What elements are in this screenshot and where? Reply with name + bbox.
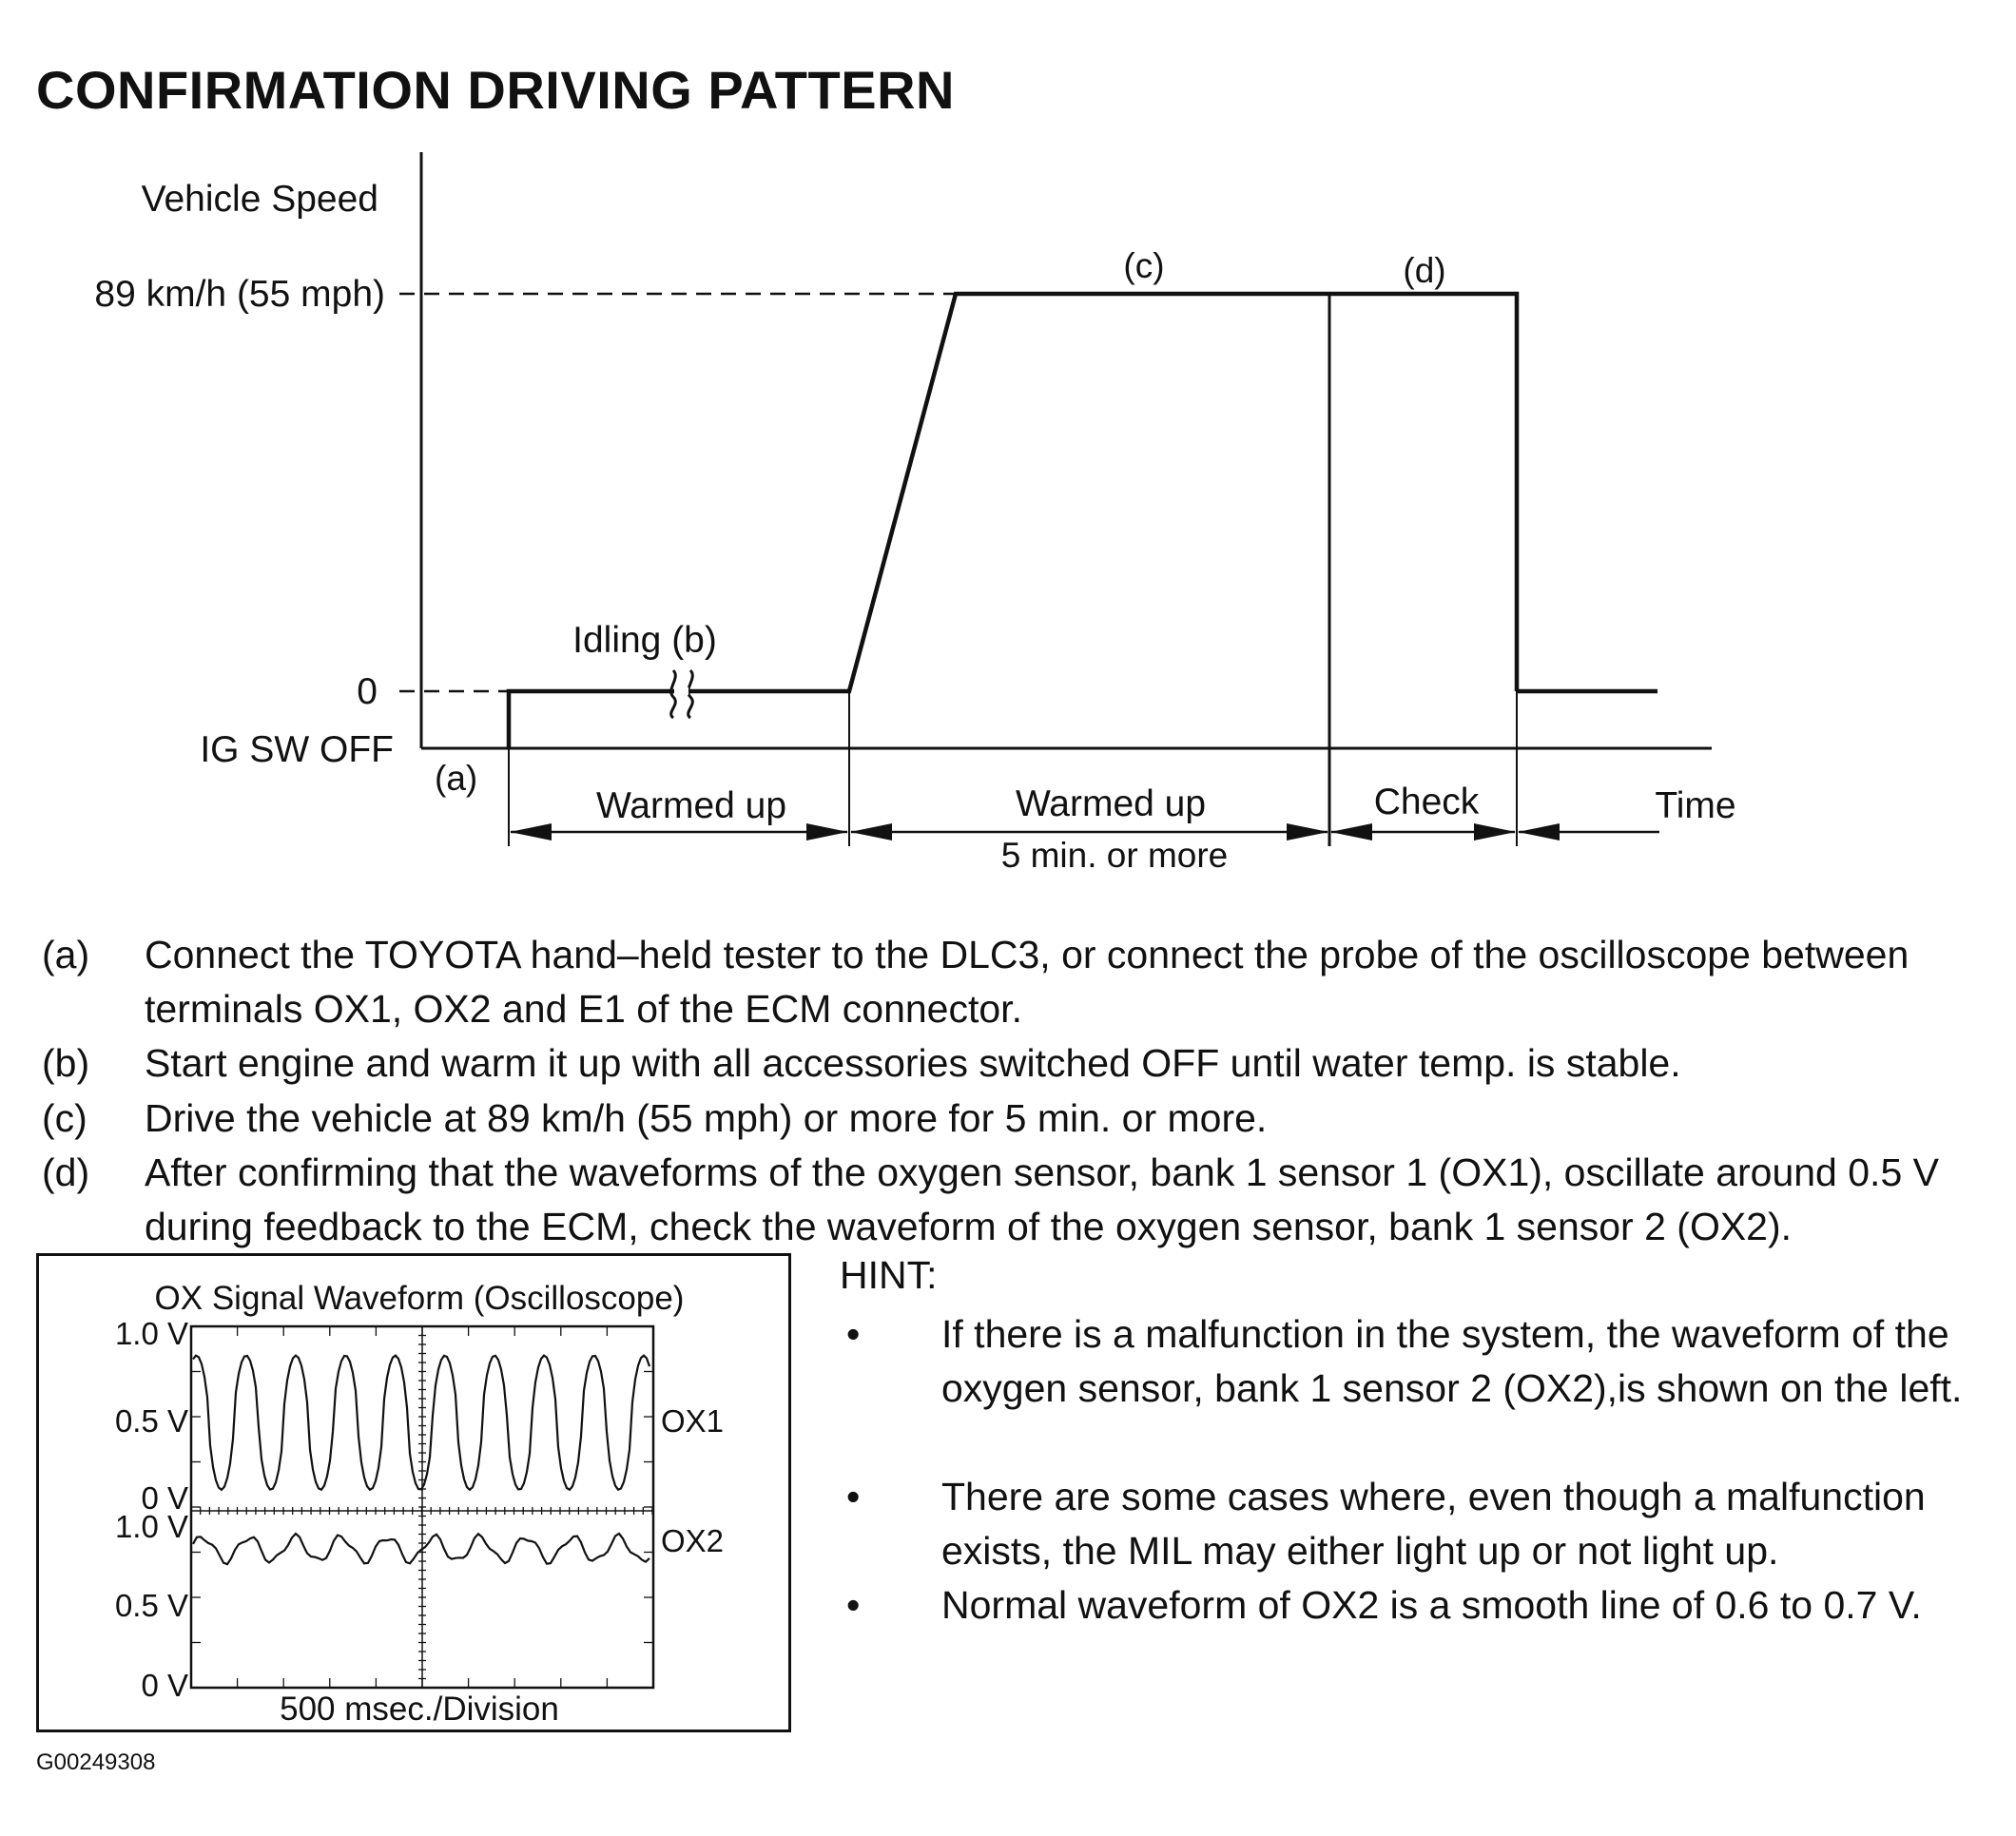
ox2-waveform: [193, 1534, 649, 1564]
speed-label: 89 km/h (55 mph): [94, 274, 385, 315]
ig-off-label: IG SW OFF: [200, 729, 394, 770]
point-a-label: (a): [435, 759, 478, 798]
scope-title: OX Signal Waveform (Oscilloscope): [154, 1280, 685, 1317]
bullet-icon: •: [846, 1583, 861, 1627]
bullet-icon: •: [846, 1475, 861, 1518]
ox2-zero-label: 0 V: [141, 1668, 188, 1703]
ox1-top-label: 1.0 V: [114, 1316, 188, 1351]
step-b: [38, 1036, 1997, 1091]
point-c-label: (c): [1123, 246, 1165, 285]
ox1-waveform: [193, 1356, 649, 1490]
idling-break-gap: [674, 687, 688, 695]
page-title: CONFIRMATION DRIVING PATTERN: [36, 60, 955, 120]
hint-item-2: [846, 1470, 1997, 1578]
ox2-top-label: 1.0 V: [114, 1509, 188, 1544]
step-tag: (c): [42, 1096, 87, 1140]
scope-ticks: [191, 1326, 653, 1688]
hint-label: HINT:: [840, 1253, 938, 1297]
bullet-icon: •: [846, 1312, 861, 1356]
speed-profile-line: [509, 294, 1517, 748]
oscilloscope-svg: [39, 1256, 788, 1730]
step-d: [38, 1146, 1997, 1254]
point-d-label: (d): [1403, 251, 1446, 290]
hint-item-3: [846, 1578, 1997, 1633]
step-a: [38, 928, 1997, 1036]
y-axis-label: Vehicle Speed: [141, 179, 378, 220]
oscilloscope-figure: [36, 1253, 791, 1732]
figure-id: G00249308: [36, 1749, 156, 1775]
idling-label: Idling (b): [572, 620, 717, 661]
ox1-zero-label: 0 V: [141, 1480, 188, 1516]
time-label: Time: [1655, 785, 1736, 826]
step-tag: (d): [42, 1150, 90, 1194]
step-c: [38, 1092, 1997, 1146]
phase1-label: Warmed up: [595, 785, 787, 826]
step-tag: (a): [42, 933, 90, 976]
phase2-label: Warmed up: [1015, 783, 1207, 824]
ox1-label: OX1: [661, 1403, 725, 1439]
hint-text: Normal waveform of OX2 is a smooth line of 0.6 to 0.7 V.: [941, 1583, 1922, 1627]
zero-label: 0: [357, 671, 378, 712]
ox1-mid-label: 0.5 V: [114, 1403, 188, 1439]
driving-pattern-diagram: [0, 133, 2016, 884]
hint-text: There are some cases where, even though a malfunction exists, the MIL may either light up or not light up.: [941, 1475, 1926, 1573]
ox2-mid-label: 0.5 V: [114, 1588, 188, 1623]
phase2-sub-label: 5 min. or more: [1000, 836, 1229, 875]
phase3-label: Check: [1373, 782, 1480, 822]
step-text: After confirming that the waveforms of the oxygen sensor, bank 1 sensor 1 (OX1), oscillate around 0.5 V during feedback to the ECM, check the waveform of the oxygen sensor, bank 1 sensor 2 (OX2).: [145, 1150, 1939, 1248]
step-text: Drive the vehicle at 89 km/h (55 mph) or more for 5 min. or more.: [145, 1096, 1268, 1140]
hint-text: If there is a malfunction in the system, the waveform of the oxygen sensor, bank 1 sensor 2 (OX2),is shown on the left.: [941, 1312, 1963, 1410]
step-text: Connect the TOYOTA hand–held tester to the DLC3, or connect the probe of the oscilloscope between terminals OX1, OX2 and E1 of the ECM connector.: [145, 933, 1909, 1031]
step-text: Start engine and warm it up with all accessories switched OFF until water temp. is stable.: [145, 1041, 1681, 1085]
scope-x-label: 500 msec./Division: [280, 1691, 559, 1728]
step-tag: (b): [42, 1041, 90, 1085]
hint-item-1: [846, 1307, 1997, 1470]
ox2-label: OX2: [661, 1523, 725, 1558]
